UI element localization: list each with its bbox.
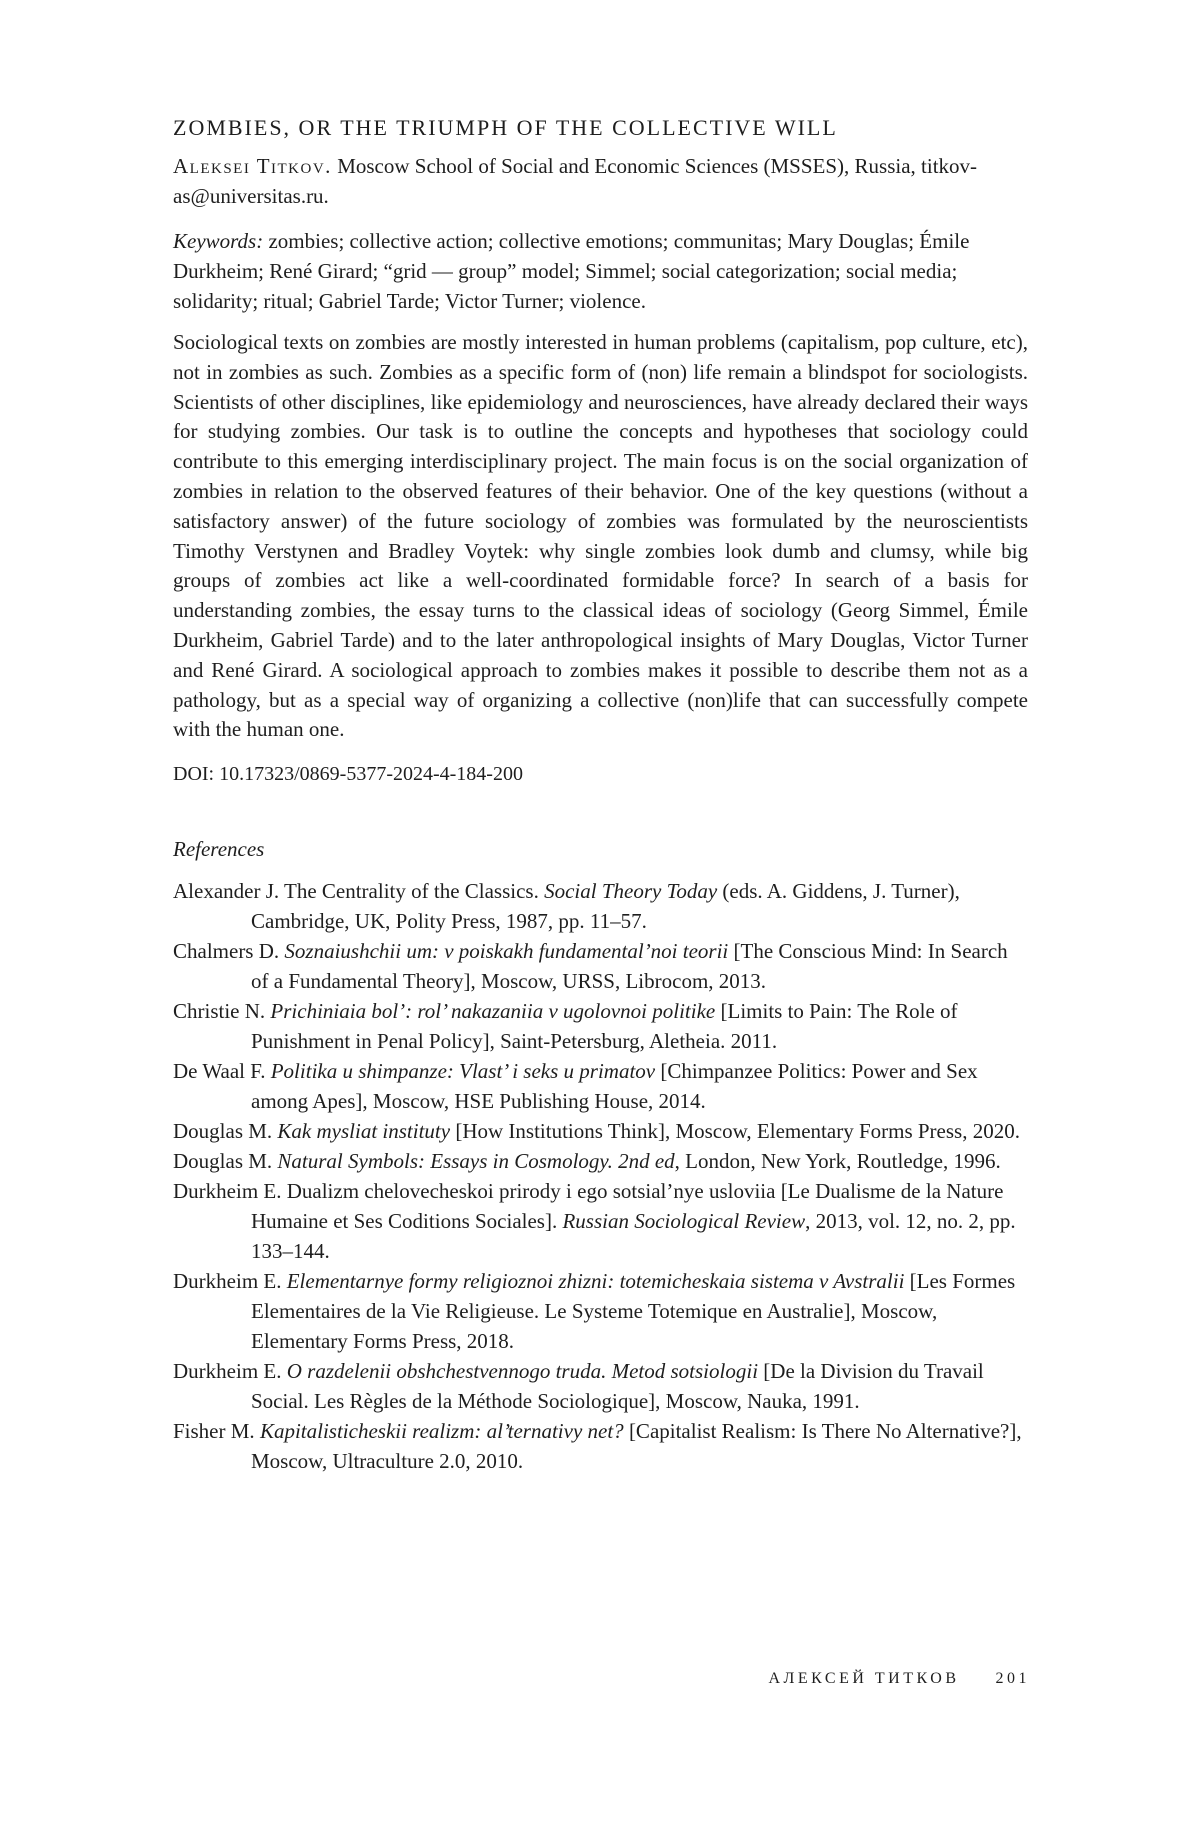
- reference-item: Christie N. Prichiniaia bol’: rol’ nakazaniia v ugolovnoi politike [Limits to Pain: The Role of Punishment in Penal Policy], Saint-Petersburg, Aletheia. 2011.: [173, 999, 958, 1054]
- reference-item: Durkheim E. Elementarnye formy religioznoi zhizni: totemicheskaia sistema v Avstralii [Les Formes Elementaires de la Vie Religieuse. Le Systeme Totemique en Australie], Moscow, Elementary Forms Press, 2018.: [173, 1269, 1016, 1354]
- author-name: Aleksei Titkov.: [173, 154, 332, 178]
- references-list: [173, 876, 1028, 1476]
- keywords-text: zombies; collective action; collective emotions; communitas; Mary Douglas; Émile Durkheim; René Girard; “grid — group” model; Simmel; social categorization; social media; solidarity; ritual; Gabriel Tarde; Victor Turner; violence.: [173, 229, 970, 313]
- reference-item: Fisher M. Kapitalisticheskii realizm: al’ternativy net? [Capitalist Realism: Is There No Alternative?], Moscow, Ultraculture 2.0, 2010.: [173, 1419, 1022, 1474]
- running-head: АЛЕКСЕЙ ТИТКОВ: [768, 1670, 960, 1687]
- abstract: Sociological texts on zombies are mostly interested in human problems (capitalism, pop culture, etc), not in zombies as such. Zombies as a specific form of (non) life remain a blindspot for sociologists. Scientists of other disciplines, like epidemiology and neurosciences, have already declared their ways for studying zombies. Our task is to outline the concepts and hypotheses that sociology could contribute to this emerging interdisciplinary project. The main focus is on the social organization of zombies in relation to the observed features of their behavior. One of the key questions (without a satisfactory answer) of the future sociology of zombies was formulated by the neuroscientists Timothy Verstynen and Bradley Voytek: why single zombies look dumb and clumsy, while big groups of zombies act like a well-coordinated formidable force? In search of a basis for understanding zombies, the essay turns to the classical ideas of sociology (Georg Simmel, Émile Durkheim, Gabriel Tarde) and to the later anthropological insights of Mary Douglas, Victor Turner and René Girard. A sociological approach to zombies makes it possible to describe them not as a pathology, but as a special way of organizing a collective (non)life that can successfully compete with the human one.: [173, 330, 1028, 742]
- author-affiliation: Moscow School of Social and Economic Sciences (MSSES), Russia, titkov-as@universitas.ru.: [173, 154, 978, 208]
- doi: DOI: 10.17323/0869-5377-2024-4-184-200: [173, 763, 523, 786]
- reference-item: Douglas M. Kak mysliat instituty [How Institutions Think], Moscow, Elementary Forms Press, 2020.: [173, 1119, 1020, 1144]
- reference-item: Douglas M. Natural Symbols: Essays in Cosmology. 2nd ed, London, New York, Routledge, 1996.: [173, 1149, 1001, 1174]
- references-heading: References: [173, 837, 265, 862]
- article-content: [173, 113, 1028, 1476]
- reference-item: Chalmers D. Soznaiushchii um: v poiskakh fundamental’noi teorii [The Conscious Mind: In Search of a Fundamental Theory], Moscow, URSS, Librocom, 2013.: [173, 939, 1008, 994]
- reference-item: Alexander J. The Centrality of the Classics. Social Theory Today (eds. A. Giddens, J. Turner), Cambridge, UK, Polity Press, 1987, pp. 11–57.: [173, 879, 960, 934]
- keywords-label: Keywords:: [173, 229, 264, 253]
- author-line: [173, 151, 1028, 211]
- reference-item: Durkheim E. Dualizm chelovecheskoi prirody i ego sotsial’nye usloviia [Le Dualisme de la Nature Humaine et Ses Coditions Sociales]. Russian Sociological Review, 2013, vol. 12, no. 2, pp. 133–144.: [173, 1179, 1016, 1264]
- page-footer: [700, 1670, 1030, 1688]
- reference-item: De Waal F. Politika u shimpanze: Vlast’ i seks u primatov [Chimpanzee Politics: Power and Sex among Apes], Moscow, HSE Publishing House, 2014.: [173, 1059, 978, 1114]
- reference-item: Durkheim E. O razdelenii obshchestvennogo truda. Metod sotsiologii [De la Division du Travail Social. Les Règles de la Méthode Sociologique], Moscow, Nauka, 1991.: [173, 1359, 984, 1414]
- keywords: [173, 226, 1028, 316]
- article-title: ZOMBIES, OR THE TRIUMPH OF THE COLLECTIVE WILL: [173, 115, 838, 140]
- page-number: 201: [995, 1670, 1030, 1687]
